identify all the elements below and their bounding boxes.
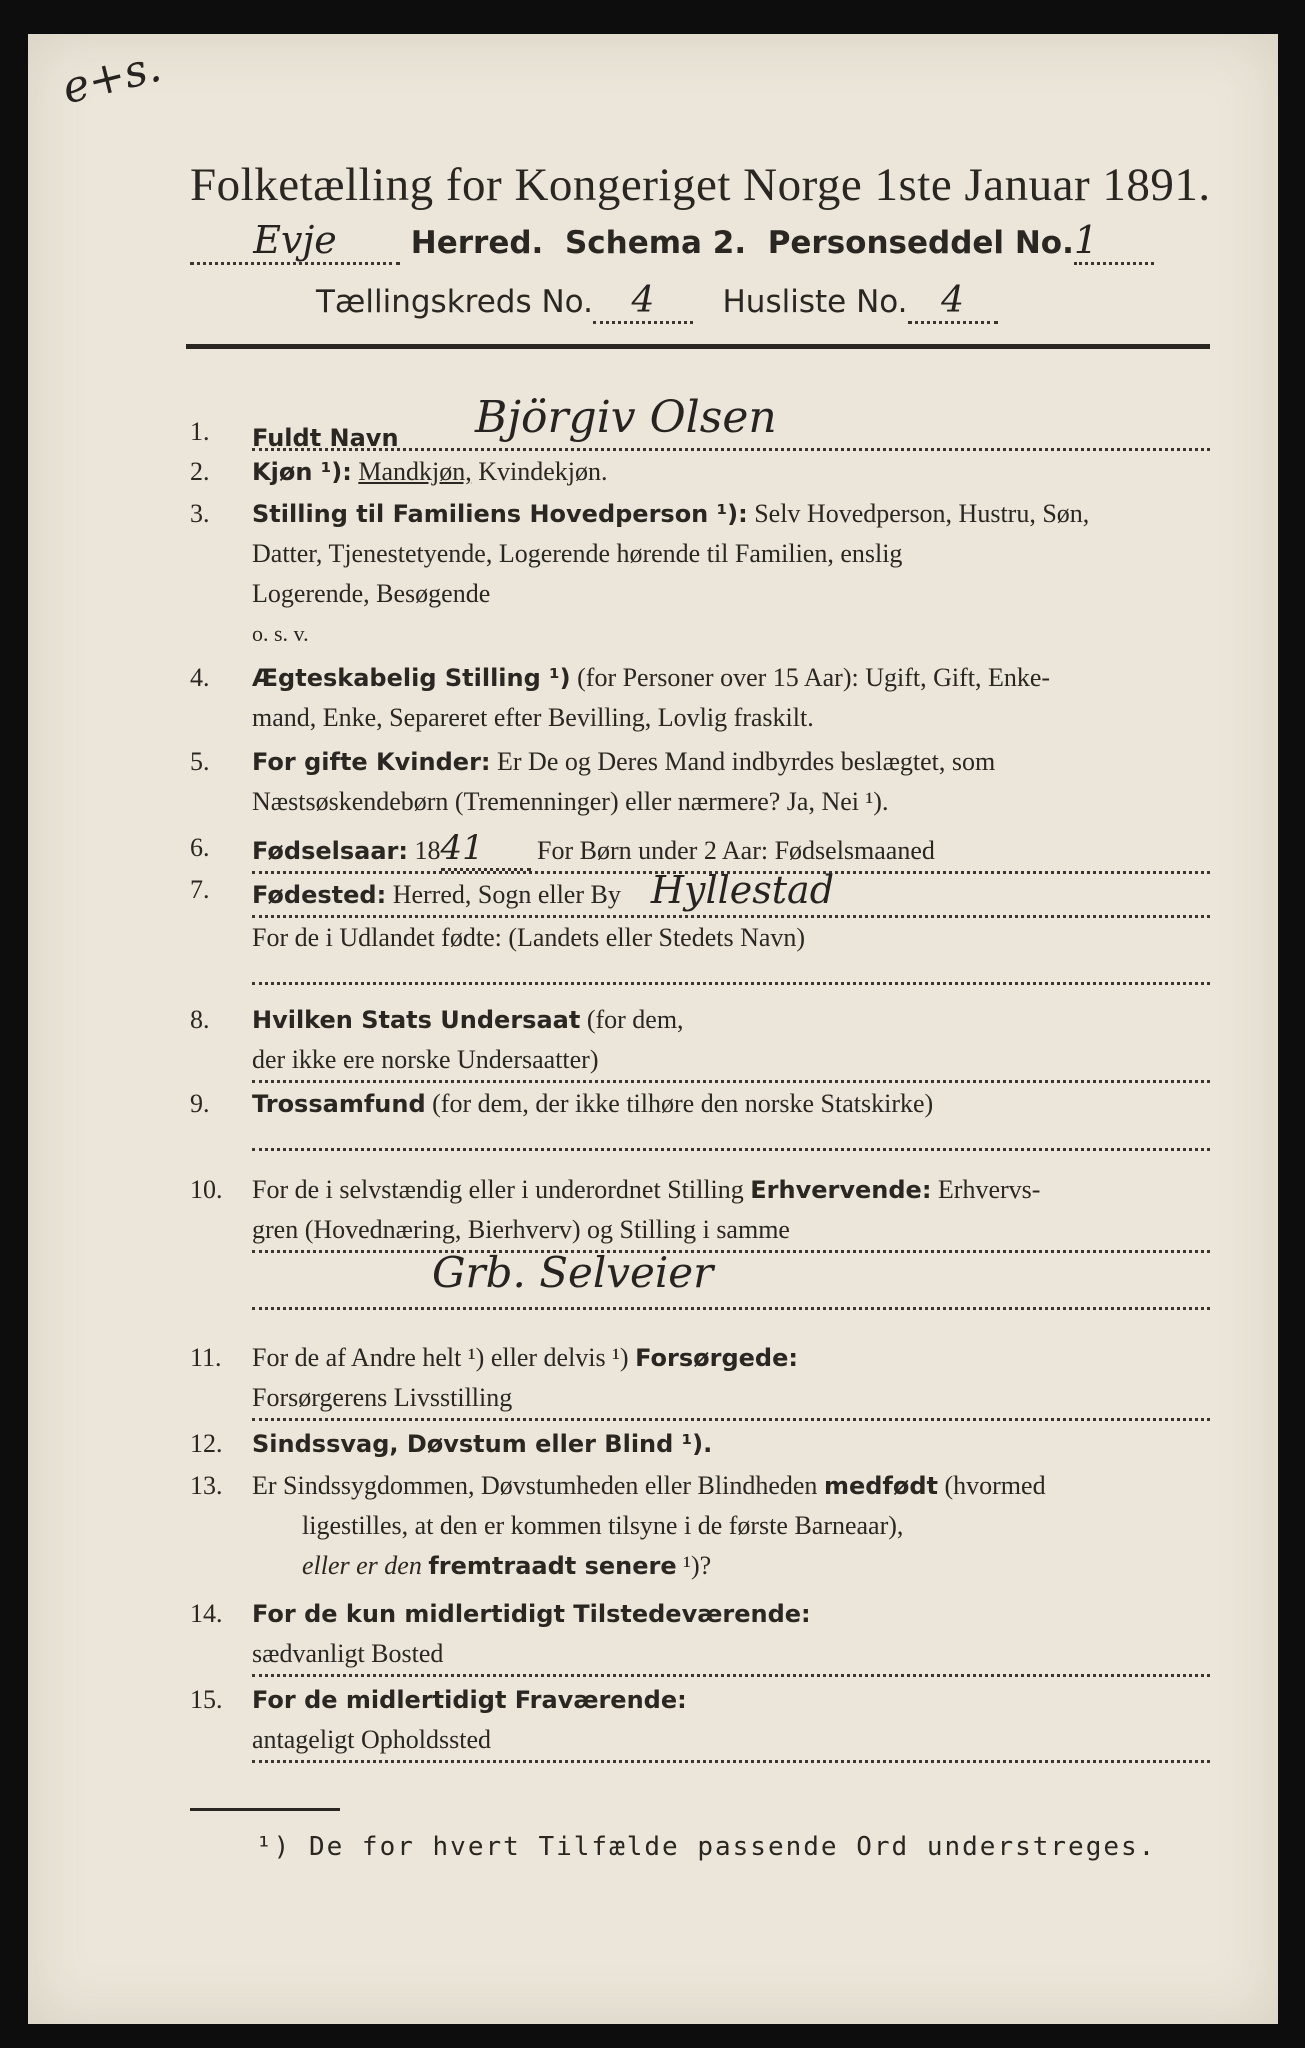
header-line-kreds [316,280,998,324]
corner-annotation: e+s. [57,40,167,115]
name-label: Fuldt Navn [252,424,399,452]
herred-label: Herred. [410,225,544,261]
name-value: Björgiv Olsen [475,392,777,443]
husliste-label: Husliste No. [722,284,908,320]
personseddel-label: Personseddel No. [767,225,1074,261]
header-line-herred [190,218,1154,265]
sex-female-option: Kvindekjøn. [478,457,608,486]
kreds-value: 4 [593,280,693,324]
form-title: Folketælling for Kongeriget Norge 1ste Januar 1891. [190,159,1211,211]
footnote-rule [190,1808,340,1811]
schema-label: Schema 2. [564,225,747,261]
occupation-value: Grb. Selveier [432,1248,714,1297]
husliste-value: 4 [908,280,998,324]
header-divider [186,344,1210,349]
sex-male-option: Mandkjøn, [358,457,472,486]
birthyear-value: 41 [441,828,531,871]
personseddel-value: 1 [1074,218,1154,265]
item-1-name: 1. Fuldt Navn Björgiv Olsen [190,398,1210,458]
footnote: ¹) De for hvert Tilfælde passende Ord understreges. [256,1832,1157,1862]
birthplace-value: Hyllestad [650,868,835,912]
herred-value: Evje [190,218,400,265]
kreds-label: Tællingskreds No. [316,284,593,320]
